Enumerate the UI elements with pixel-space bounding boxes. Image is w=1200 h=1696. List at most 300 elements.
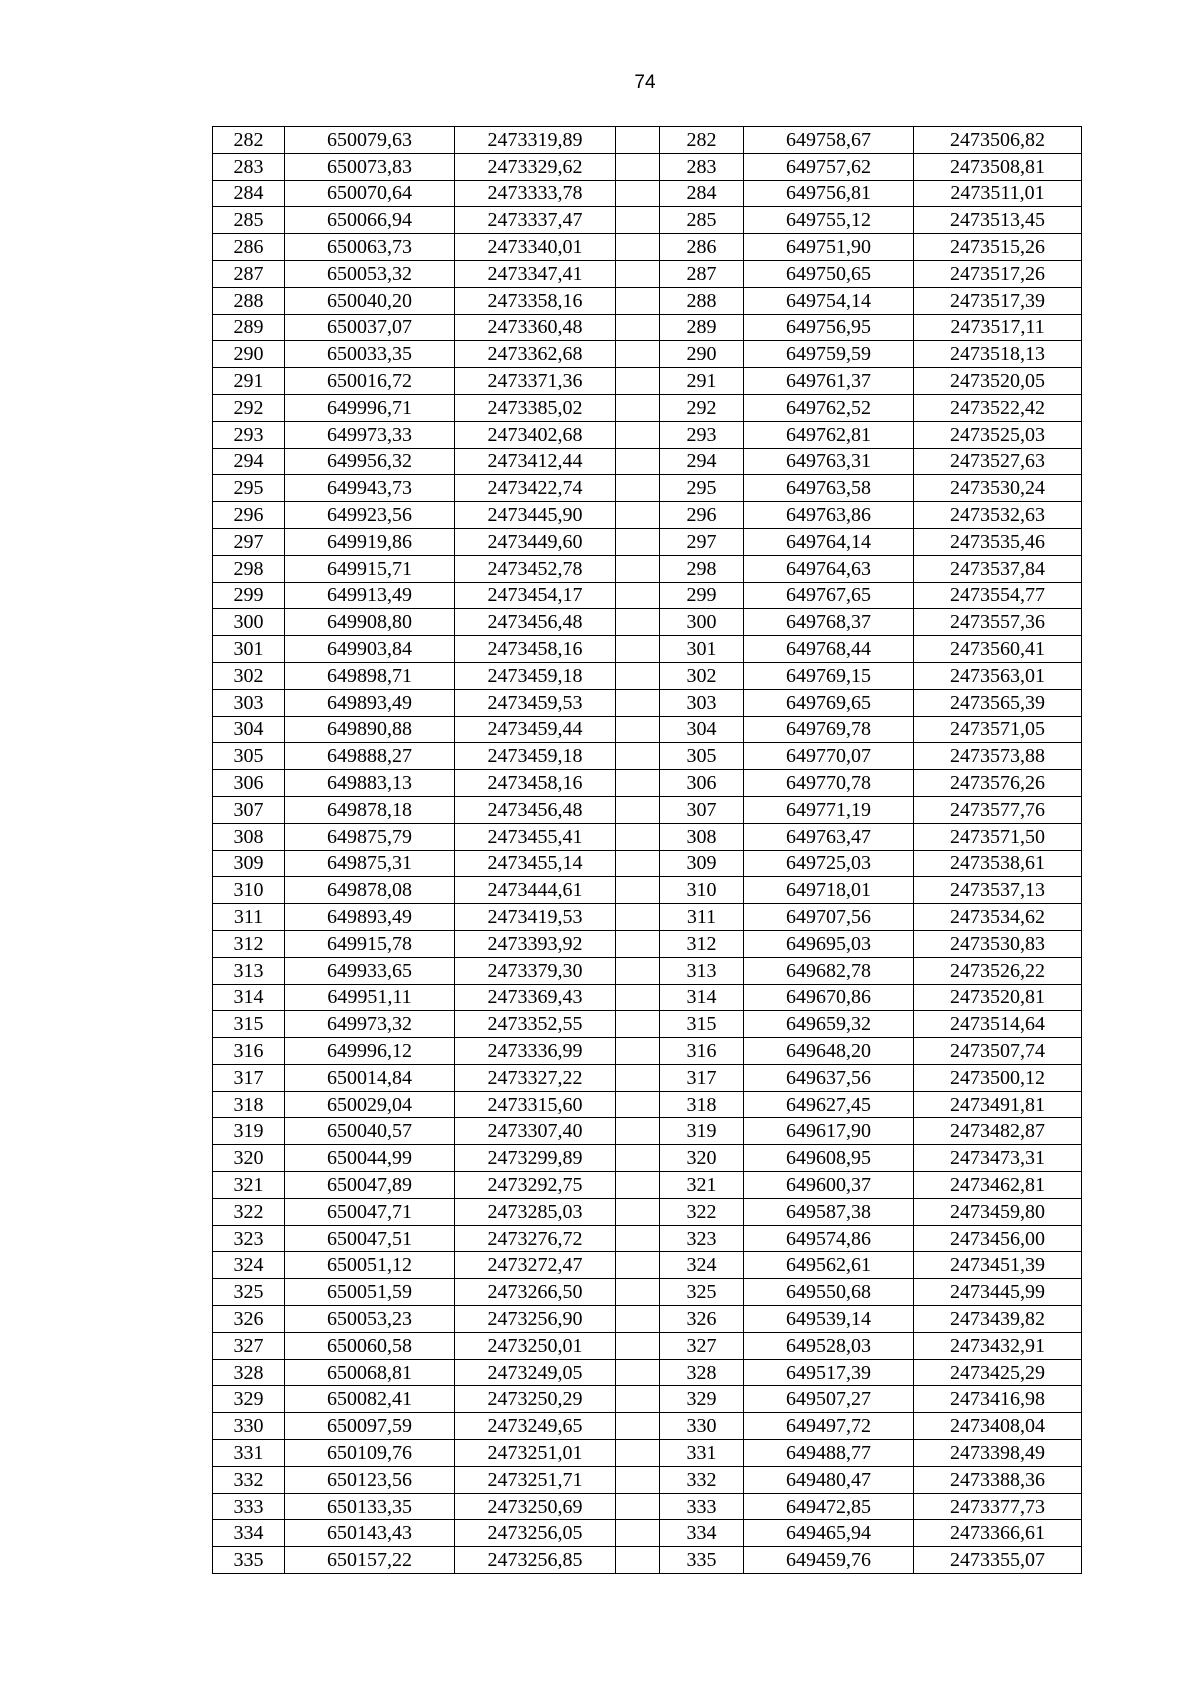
spacer-cell bbox=[616, 475, 660, 502]
point-number-left: 301 bbox=[213, 636, 285, 663]
point-number-left: 334 bbox=[213, 1520, 285, 1547]
y-coordinate-right: 2473456,00 bbox=[914, 1225, 1082, 1252]
y-coordinate-left: 2473250,29 bbox=[455, 1386, 616, 1413]
table-row bbox=[213, 796, 1082, 823]
spacer-cell bbox=[616, 1064, 660, 1091]
point-number-left: 332 bbox=[213, 1466, 285, 1493]
x-coordinate-left: 649919,86 bbox=[285, 528, 455, 555]
spacer-cell bbox=[616, 1332, 660, 1359]
y-coordinate-left: 2473272,47 bbox=[455, 1252, 616, 1279]
x-coordinate-left: 650079,63 bbox=[285, 127, 455, 154]
x-coordinate-left: 650047,51 bbox=[285, 1225, 455, 1252]
table-row bbox=[213, 314, 1082, 341]
x-coordinate-right: 649459,76 bbox=[744, 1547, 914, 1574]
x-coordinate-right: 649718,01 bbox=[744, 877, 914, 904]
table-row bbox=[213, 1547, 1082, 1574]
spacer-cell bbox=[616, 555, 660, 582]
point-number-right: 330 bbox=[660, 1413, 744, 1440]
x-coordinate-right: 649488,77 bbox=[744, 1440, 914, 1467]
point-number-left: 293 bbox=[213, 421, 285, 448]
point-number-left: 327 bbox=[213, 1332, 285, 1359]
point-number-right: 318 bbox=[660, 1091, 744, 1118]
point-number-left: 322 bbox=[213, 1198, 285, 1225]
x-coordinate-left: 650014,84 bbox=[285, 1064, 455, 1091]
spacer-cell bbox=[616, 957, 660, 984]
point-number-right: 310 bbox=[660, 877, 744, 904]
x-coordinate-right: 649550,68 bbox=[744, 1279, 914, 1306]
x-coordinate-right: 649756,95 bbox=[744, 314, 914, 341]
x-coordinate-right: 649751,90 bbox=[744, 234, 914, 261]
table-row bbox=[213, 555, 1082, 582]
x-coordinate-left: 650051,59 bbox=[285, 1279, 455, 1306]
y-coordinate-left: 2473456,48 bbox=[455, 796, 616, 823]
y-coordinate-left: 2473455,41 bbox=[455, 823, 616, 850]
spacer-cell bbox=[616, 1198, 660, 1225]
x-coordinate-left: 650068,81 bbox=[285, 1359, 455, 1386]
x-coordinate-right: 649528,03 bbox=[744, 1332, 914, 1359]
x-coordinate-left: 649996,71 bbox=[285, 394, 455, 421]
point-number-left: 311 bbox=[213, 904, 285, 931]
y-coordinate-right: 2473366,61 bbox=[914, 1520, 1082, 1547]
y-coordinate-right: 2473525,03 bbox=[914, 421, 1082, 448]
point-number-right: 312 bbox=[660, 930, 744, 957]
y-coordinate-right: 2473517,39 bbox=[914, 287, 1082, 314]
spacer-cell bbox=[616, 1225, 660, 1252]
point-number-right: 324 bbox=[660, 1252, 744, 1279]
spacer-cell bbox=[616, 1279, 660, 1306]
x-coordinate-right: 649465,94 bbox=[744, 1520, 914, 1547]
spacer-cell bbox=[616, 368, 660, 395]
table-row bbox=[213, 823, 1082, 850]
point-number-left: 300 bbox=[213, 609, 285, 636]
x-coordinate-left: 649903,84 bbox=[285, 636, 455, 663]
point-number-left: 283 bbox=[213, 153, 285, 180]
point-number-right: 335 bbox=[660, 1547, 744, 1574]
y-coordinate-left: 2473393,92 bbox=[455, 930, 616, 957]
y-coordinate-left: 2473347,41 bbox=[455, 260, 616, 287]
point-number-left: 310 bbox=[213, 877, 285, 904]
y-coordinate-right: 2473507,74 bbox=[914, 1038, 1082, 1065]
y-coordinate-left: 2473459,53 bbox=[455, 689, 616, 716]
point-number-left: 315 bbox=[213, 1011, 285, 1038]
x-coordinate-left: 649888,27 bbox=[285, 743, 455, 770]
y-coordinate-left: 2473256,05 bbox=[455, 1520, 616, 1547]
y-coordinate-left: 2473336,99 bbox=[455, 1038, 616, 1065]
x-coordinate-right: 649617,90 bbox=[744, 1118, 914, 1145]
point-number-right: 291 bbox=[660, 368, 744, 395]
table-row bbox=[213, 1038, 1082, 1065]
point-number-left: 304 bbox=[213, 716, 285, 743]
x-coordinate-left: 650060,58 bbox=[285, 1332, 455, 1359]
table-row bbox=[213, 984, 1082, 1011]
y-coordinate-right: 2473416,98 bbox=[914, 1386, 1082, 1413]
point-number-left: 288 bbox=[213, 287, 285, 314]
table-row bbox=[213, 904, 1082, 931]
table-row bbox=[213, 743, 1082, 770]
y-coordinate-right: 2473459,80 bbox=[914, 1198, 1082, 1225]
x-coordinate-right: 649762,52 bbox=[744, 394, 914, 421]
y-coordinate-right: 2473537,13 bbox=[914, 877, 1082, 904]
table-row bbox=[213, 528, 1082, 555]
y-coordinate-left: 2473333,78 bbox=[455, 180, 616, 207]
table-row bbox=[213, 1091, 1082, 1118]
point-number-right: 317 bbox=[660, 1064, 744, 1091]
table-row bbox=[213, 1359, 1082, 1386]
y-coordinate-left: 2473455,14 bbox=[455, 850, 616, 877]
point-number-right: 334 bbox=[660, 1520, 744, 1547]
x-coordinate-right: 649768,44 bbox=[744, 636, 914, 663]
y-coordinate-left: 2473371,36 bbox=[455, 368, 616, 395]
y-coordinate-left: 2473449,60 bbox=[455, 528, 616, 555]
point-number-right: 289 bbox=[660, 314, 744, 341]
y-coordinate-right: 2473571,50 bbox=[914, 823, 1082, 850]
point-number-left: 302 bbox=[213, 662, 285, 689]
table-row bbox=[213, 394, 1082, 421]
point-number-right: 327 bbox=[660, 1332, 744, 1359]
y-coordinate-left: 2473251,01 bbox=[455, 1440, 616, 1467]
point-number-left: 326 bbox=[213, 1306, 285, 1333]
spacer-cell bbox=[616, 341, 660, 368]
point-number-right: 294 bbox=[660, 448, 744, 475]
y-coordinate-left: 2473276,72 bbox=[455, 1225, 616, 1252]
y-coordinate-right: 2473522,42 bbox=[914, 394, 1082, 421]
table-row bbox=[213, 448, 1082, 475]
y-coordinate-right: 2473517,26 bbox=[914, 260, 1082, 287]
y-coordinate-right: 2473445,99 bbox=[914, 1279, 1082, 1306]
point-number-left: 312 bbox=[213, 930, 285, 957]
y-coordinate-right: 2473473,31 bbox=[914, 1145, 1082, 1172]
table-row bbox=[213, 1225, 1082, 1252]
y-coordinate-left: 2473358,16 bbox=[455, 287, 616, 314]
y-coordinate-right: 2473515,26 bbox=[914, 234, 1082, 261]
point-number-left: 309 bbox=[213, 850, 285, 877]
y-coordinate-right: 2473560,41 bbox=[914, 636, 1082, 663]
spacer-cell bbox=[616, 448, 660, 475]
x-coordinate-left: 650044,99 bbox=[285, 1145, 455, 1172]
y-coordinate-right: 2473491,81 bbox=[914, 1091, 1082, 1118]
point-number-right: 328 bbox=[660, 1359, 744, 1386]
point-number-right: 303 bbox=[660, 689, 744, 716]
y-coordinate-right: 2473565,39 bbox=[914, 689, 1082, 716]
y-coordinate-right: 2473377,73 bbox=[914, 1493, 1082, 1520]
table-row bbox=[213, 930, 1082, 957]
spacer-cell bbox=[616, 1440, 660, 1467]
x-coordinate-left: 649893,49 bbox=[285, 689, 455, 716]
x-coordinate-left: 649973,32 bbox=[285, 1011, 455, 1038]
y-coordinate-left: 2473458,16 bbox=[455, 636, 616, 663]
y-coordinate-left: 2473249,05 bbox=[455, 1359, 616, 1386]
point-number-left: 291 bbox=[213, 368, 285, 395]
point-number-right: 323 bbox=[660, 1225, 744, 1252]
point-number-right: 304 bbox=[660, 716, 744, 743]
table-row bbox=[213, 1064, 1082, 1091]
spacer-cell bbox=[616, 1172, 660, 1199]
table-row bbox=[213, 877, 1082, 904]
spacer-cell bbox=[616, 234, 660, 261]
point-number-left: 308 bbox=[213, 823, 285, 850]
table-row bbox=[213, 1145, 1082, 1172]
spacer-cell bbox=[616, 1011, 660, 1038]
x-coordinate-left: 649913,49 bbox=[285, 582, 455, 609]
x-coordinate-left: 650029,04 bbox=[285, 1091, 455, 1118]
point-number-right: 293 bbox=[660, 421, 744, 448]
x-coordinate-left: 649878,08 bbox=[285, 877, 455, 904]
point-number-left: 321 bbox=[213, 1172, 285, 1199]
point-number-left: 290 bbox=[213, 341, 285, 368]
point-number-right: 333 bbox=[660, 1493, 744, 1520]
table-row bbox=[213, 1493, 1082, 1520]
x-coordinate-right: 649648,20 bbox=[744, 1038, 914, 1065]
x-coordinate-left: 650097,59 bbox=[285, 1413, 455, 1440]
point-number-right: 305 bbox=[660, 743, 744, 770]
x-coordinate-right: 649770,78 bbox=[744, 770, 914, 797]
y-coordinate-left: 2473422,74 bbox=[455, 475, 616, 502]
point-number-right: 307 bbox=[660, 796, 744, 823]
x-coordinate-right: 649763,47 bbox=[744, 823, 914, 850]
y-coordinate-left: 2473299,89 bbox=[455, 1145, 616, 1172]
y-coordinate-left: 2473327,22 bbox=[455, 1064, 616, 1091]
point-number-right: 296 bbox=[660, 502, 744, 529]
point-number-right: 288 bbox=[660, 287, 744, 314]
y-coordinate-right: 2473534,62 bbox=[914, 904, 1082, 931]
point-number-left: 292 bbox=[213, 394, 285, 421]
y-coordinate-right: 2473526,22 bbox=[914, 957, 1082, 984]
spacer-cell bbox=[616, 1091, 660, 1118]
point-number-left: 297 bbox=[213, 528, 285, 555]
x-coordinate-left: 649890,88 bbox=[285, 716, 455, 743]
x-coordinate-right: 649758,67 bbox=[744, 127, 914, 154]
point-number-right: 295 bbox=[660, 475, 744, 502]
spacer-cell bbox=[616, 180, 660, 207]
point-number-right: 321 bbox=[660, 1172, 744, 1199]
spacer-cell bbox=[616, 1038, 660, 1065]
point-number-left: 294 bbox=[213, 448, 285, 475]
point-number-left: 286 bbox=[213, 234, 285, 261]
x-coordinate-right: 649750,65 bbox=[744, 260, 914, 287]
point-number-right: 292 bbox=[660, 394, 744, 421]
x-coordinate-right: 649695,03 bbox=[744, 930, 914, 957]
y-coordinate-left: 2473454,17 bbox=[455, 582, 616, 609]
table-row bbox=[213, 341, 1082, 368]
y-coordinate-right: 2473462,81 bbox=[914, 1172, 1082, 1199]
x-coordinate-right: 649764,63 bbox=[744, 555, 914, 582]
x-coordinate-right: 649769,65 bbox=[744, 689, 914, 716]
table-row bbox=[213, 1520, 1082, 1547]
spacer-cell bbox=[616, 770, 660, 797]
x-coordinate-left: 650143,43 bbox=[285, 1520, 455, 1547]
point-number-right: 283 bbox=[660, 153, 744, 180]
x-coordinate-right: 649539,14 bbox=[744, 1306, 914, 1333]
table-row bbox=[213, 1466, 1082, 1493]
y-coordinate-right: 2473563,01 bbox=[914, 662, 1082, 689]
x-coordinate-left: 650133,35 bbox=[285, 1493, 455, 1520]
table-row bbox=[213, 1198, 1082, 1225]
y-coordinate-left: 2473362,68 bbox=[455, 341, 616, 368]
point-number-right: 319 bbox=[660, 1118, 744, 1145]
y-coordinate-left: 2473352,55 bbox=[455, 1011, 616, 1038]
y-coordinate-right: 2473530,83 bbox=[914, 930, 1082, 957]
y-coordinate-left: 2473256,90 bbox=[455, 1306, 616, 1333]
y-coordinate-left: 2473445,90 bbox=[455, 502, 616, 529]
x-coordinate-right: 649769,15 bbox=[744, 662, 914, 689]
y-coordinate-left: 2473458,16 bbox=[455, 770, 616, 797]
y-coordinate-left: 2473292,75 bbox=[455, 1172, 616, 1199]
y-coordinate-left: 2473250,01 bbox=[455, 1332, 616, 1359]
x-coordinate-right: 649761,37 bbox=[744, 368, 914, 395]
y-coordinate-right: 2473451,39 bbox=[914, 1252, 1082, 1279]
y-coordinate-left: 2473329,62 bbox=[455, 153, 616, 180]
y-coordinate-right: 2473408,04 bbox=[914, 1413, 1082, 1440]
spacer-cell bbox=[616, 1466, 660, 1493]
y-coordinate-left: 2473251,71 bbox=[455, 1466, 616, 1493]
x-coordinate-right: 649480,47 bbox=[744, 1466, 914, 1493]
x-coordinate-right: 649627,45 bbox=[744, 1091, 914, 1118]
point-number-right: 301 bbox=[660, 636, 744, 663]
table-row bbox=[213, 287, 1082, 314]
y-coordinate-right: 2473500,12 bbox=[914, 1064, 1082, 1091]
x-coordinate-right: 649507,27 bbox=[744, 1386, 914, 1413]
point-number-right: 325 bbox=[660, 1279, 744, 1306]
table-row bbox=[213, 1279, 1082, 1306]
y-coordinate-right: 2473508,81 bbox=[914, 153, 1082, 180]
y-coordinate-right: 2473514,64 bbox=[914, 1011, 1082, 1038]
spacer-cell bbox=[616, 984, 660, 1011]
x-coordinate-right: 649587,38 bbox=[744, 1198, 914, 1225]
x-coordinate-right: 649762,81 bbox=[744, 421, 914, 448]
point-number-right: 314 bbox=[660, 984, 744, 1011]
point-number-left: 289 bbox=[213, 314, 285, 341]
point-number-left: 333 bbox=[213, 1493, 285, 1520]
point-number-left: 323 bbox=[213, 1225, 285, 1252]
x-coordinate-left: 650040,57 bbox=[285, 1118, 455, 1145]
x-coordinate-right: 649763,86 bbox=[744, 502, 914, 529]
x-coordinate-left: 649951,11 bbox=[285, 984, 455, 1011]
point-number-right: 302 bbox=[660, 662, 744, 689]
table-row bbox=[213, 850, 1082, 877]
point-number-left: 324 bbox=[213, 1252, 285, 1279]
y-coordinate-left: 2473337,47 bbox=[455, 207, 616, 234]
spacer-cell bbox=[616, 1413, 660, 1440]
y-coordinate-left: 2473266,50 bbox=[455, 1279, 616, 1306]
y-coordinate-right: 2473432,91 bbox=[914, 1332, 1082, 1359]
table-row bbox=[213, 234, 1082, 261]
y-coordinate-right: 2473535,46 bbox=[914, 528, 1082, 555]
y-coordinate-right: 2473518,13 bbox=[914, 341, 1082, 368]
y-coordinate-right: 2473425,29 bbox=[914, 1359, 1082, 1386]
point-number-left: 282 bbox=[213, 127, 285, 154]
x-coordinate-right: 649767,65 bbox=[744, 582, 914, 609]
y-coordinate-right: 2473388,36 bbox=[914, 1466, 1082, 1493]
spacer-cell bbox=[616, 1547, 660, 1574]
y-coordinate-left: 2473452,78 bbox=[455, 555, 616, 582]
point-number-left: 330 bbox=[213, 1413, 285, 1440]
x-coordinate-right: 649472,85 bbox=[744, 1493, 914, 1520]
y-coordinate-right: 2473554,77 bbox=[914, 582, 1082, 609]
y-coordinate-right: 2473573,88 bbox=[914, 743, 1082, 770]
point-number-right: 308 bbox=[660, 823, 744, 850]
point-number-left: 303 bbox=[213, 689, 285, 716]
x-coordinate-right: 649771,19 bbox=[744, 796, 914, 823]
x-coordinate-left: 650040,20 bbox=[285, 287, 455, 314]
x-coordinate-right: 649562,61 bbox=[744, 1252, 914, 1279]
spacer-cell bbox=[616, 823, 660, 850]
y-coordinate-right: 2473513,45 bbox=[914, 207, 1082, 234]
y-coordinate-right: 2473506,82 bbox=[914, 127, 1082, 154]
point-number-left: 284 bbox=[213, 180, 285, 207]
spacer-cell bbox=[616, 1118, 660, 1145]
x-coordinate-left: 649933,65 bbox=[285, 957, 455, 984]
spacer-cell bbox=[616, 609, 660, 636]
y-coordinate-left: 2473315,60 bbox=[455, 1091, 616, 1118]
y-coordinate-right: 2473537,84 bbox=[914, 555, 1082, 582]
point-number-left: 331 bbox=[213, 1440, 285, 1467]
x-coordinate-left: 649908,80 bbox=[285, 609, 455, 636]
y-coordinate-right: 2473439,82 bbox=[914, 1306, 1082, 1333]
x-coordinate-right: 649659,32 bbox=[744, 1011, 914, 1038]
point-number-right: 286 bbox=[660, 234, 744, 261]
x-coordinate-right: 649763,58 bbox=[744, 475, 914, 502]
x-coordinate-right: 649764,14 bbox=[744, 528, 914, 555]
spacer-cell bbox=[616, 207, 660, 234]
spacer-cell bbox=[616, 796, 660, 823]
point-number-right: 298 bbox=[660, 555, 744, 582]
y-coordinate-right: 2473532,63 bbox=[914, 502, 1082, 529]
spacer-cell bbox=[616, 314, 660, 341]
spacer-cell bbox=[616, 1520, 660, 1547]
coordinates-table-body bbox=[213, 127, 1082, 1574]
point-number-left: 317 bbox=[213, 1064, 285, 1091]
page-number: 74 bbox=[634, 72, 656, 93]
y-coordinate-left: 2473412,44 bbox=[455, 448, 616, 475]
point-number-left: 325 bbox=[213, 1279, 285, 1306]
table-row bbox=[213, 582, 1082, 609]
y-coordinate-left: 2473307,40 bbox=[455, 1118, 616, 1145]
x-coordinate-right: 649755,12 bbox=[744, 207, 914, 234]
y-coordinate-left: 2473249,65 bbox=[455, 1413, 616, 1440]
point-number-right: 313 bbox=[660, 957, 744, 984]
x-coordinate-right: 649608,95 bbox=[744, 1145, 914, 1172]
y-coordinate-left: 2473402,68 bbox=[455, 421, 616, 448]
y-coordinate-right: 2473511,01 bbox=[914, 180, 1082, 207]
y-coordinate-right: 2473557,36 bbox=[914, 609, 1082, 636]
table-row bbox=[213, 1252, 1082, 1279]
x-coordinate-right: 649768,37 bbox=[744, 609, 914, 636]
x-coordinate-left: 649973,33 bbox=[285, 421, 455, 448]
spacer-cell bbox=[616, 421, 660, 448]
x-coordinate-left: 649878,18 bbox=[285, 796, 455, 823]
point-number-right: 285 bbox=[660, 207, 744, 234]
point-number-right: 287 bbox=[660, 260, 744, 287]
y-coordinate-left: 2473379,30 bbox=[455, 957, 616, 984]
spacer-cell bbox=[616, 287, 660, 314]
x-coordinate-right: 649756,81 bbox=[744, 180, 914, 207]
x-coordinate-right: 649754,14 bbox=[744, 287, 914, 314]
x-coordinate-left: 650082,41 bbox=[285, 1386, 455, 1413]
table-row bbox=[213, 421, 1082, 448]
x-coordinate-left: 649915,78 bbox=[285, 930, 455, 957]
y-coordinate-left: 2473419,53 bbox=[455, 904, 616, 931]
table-row bbox=[213, 770, 1082, 797]
point-number-right: 316 bbox=[660, 1038, 744, 1065]
table-row bbox=[213, 716, 1082, 743]
x-coordinate-left: 649915,71 bbox=[285, 555, 455, 582]
table-row bbox=[213, 1413, 1082, 1440]
x-coordinate-left: 650066,94 bbox=[285, 207, 455, 234]
y-coordinate-right: 2473577,76 bbox=[914, 796, 1082, 823]
spacer-cell bbox=[616, 930, 660, 957]
x-coordinate-left: 650070,64 bbox=[285, 180, 455, 207]
spacer-cell bbox=[616, 127, 660, 154]
